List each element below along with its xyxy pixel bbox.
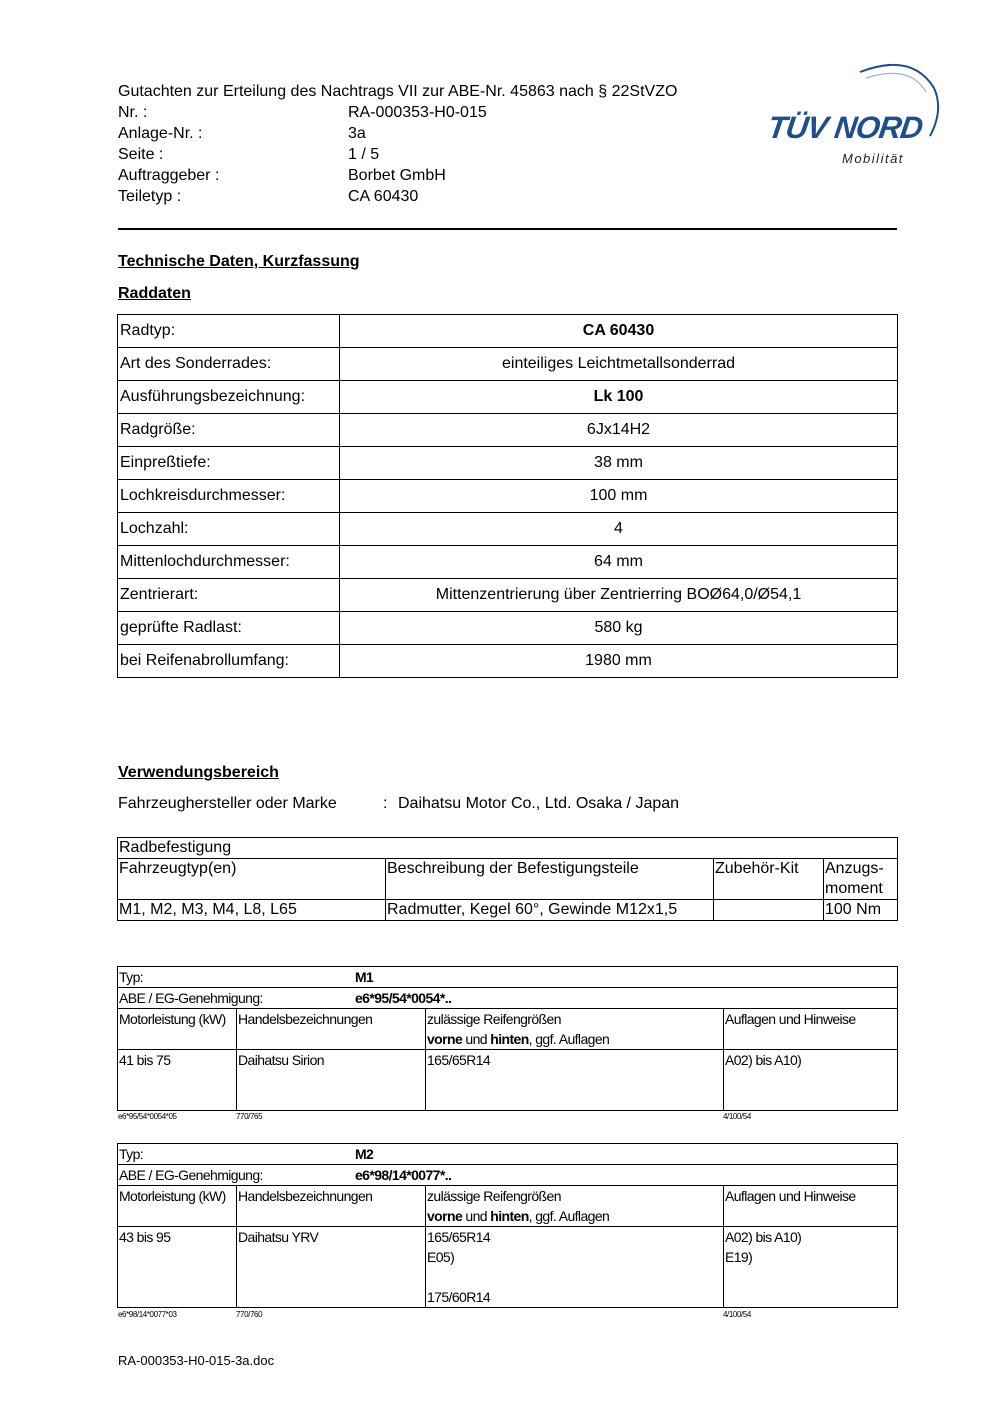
tyre-line: 165/65R14 [427,1052,491,1068]
tuv-nord-logo [762,58,942,173]
name-cell: Daihatsu YRV [237,1227,426,1308]
note-line: E19) [725,1249,753,1265]
raddaten-key: Radgröße: [118,414,340,447]
table-row [118,1165,898,1186]
table-row [118,1050,898,1111]
raddaten-key: Einpreßtiefe: [118,447,340,480]
column-header-line [427,1029,722,1049]
raddaten-value: 6Jx14H2 [340,414,898,447]
column-header: Anzugs-moment [824,859,898,900]
column-header: Motorleistung (kW) [118,1009,237,1050]
raddaten-value: 38 mm [340,447,898,480]
typ-value: M2 [355,1146,374,1162]
bold-vorne: vorne [427,1031,463,1047]
text-und: und [462,1031,491,1047]
raddaten-key: geprüfte Radlast: [118,612,340,645]
column-header [426,1186,724,1227]
table-cell: M1, M2, M3, M4, L8, L65 [118,900,386,921]
column-header: Handelsbezeichnungen [237,1009,426,1050]
bold-vorne: vorne [427,1208,463,1224]
table-row [118,414,898,447]
raddaten-value: CA 60430 [340,315,898,348]
table-row [118,579,898,612]
note-line: A02) bis A10) [725,1229,802,1245]
table-cell: 100 Nm [824,900,898,921]
hersteller-value: Daihatsu Motor Co., Ltd. Osaka / Japan [398,795,680,812]
bold-hinten: hinten [490,1031,529,1047]
table-row [118,1009,898,1050]
table-row [118,1227,898,1308]
notes-cell [724,1227,898,1308]
tyres-cell [426,1050,724,1111]
typ-value: M1 [355,969,374,985]
typ-label: Typ: [119,969,144,985]
typ-label: Typ: [119,1146,144,1162]
column-header: Fahrzeugtyp(en) [118,859,386,900]
abe-row [118,988,898,1009]
header-row-teiletyp [0,186,992,207]
raddaten-table [117,314,898,678]
column-header [426,1009,724,1050]
logo-subtitle: Mobilität [842,151,904,166]
type-table-m1 [117,966,898,1111]
table-cell [714,900,824,921]
section-raddaten: Raddaten [118,285,191,302]
raddaten-key: Mittenlochdurchmesser: [118,546,340,579]
report-title: Gutachten zur Erteilung des Nachtrags VII zur ABE-Nr. 45863 nach § 22StVZO [118,83,678,100]
raddaten-value: 100 mm [340,480,898,513]
hersteller-label: Fahrzeughersteller oder Marke [118,795,337,812]
abe-value: e6*98/14*0077*.. [355,1167,452,1183]
small-code: 770/765 [236,1112,263,1121]
raddaten-value: 4 [340,513,898,546]
small-code: 4/100/54 [723,1310,751,1319]
table-row [118,612,898,645]
raddaten-value: Mittenzentrierung über Zentrierring BOØ64,0/Ø54,1 [340,579,898,612]
table-row [118,480,898,513]
small-code: 770/760 [236,1310,263,1319]
small-code: e6*98/14*0077*03 [118,1310,177,1319]
raddaten-value: Lk 100 [340,381,898,414]
abe-label: ABE / EG-Genehmigung: [119,1167,263,1183]
radbefestigung-title: Radbefestigung [118,838,898,859]
raddaten-key: Radtyp: [118,315,340,348]
radbefestigung-table [117,837,898,921]
raddaten-value: einteiliges Leichtmetallsonderrad [340,348,898,381]
raddaten-value: 64 mm [340,546,898,579]
tyre-line: E05) [427,1249,455,1265]
table-row [118,645,898,678]
table-row [118,967,898,988]
header-divider [118,228,897,230]
column-header: Auflagen und Hinweise [724,1009,898,1050]
header-label: Teiletyp : [118,188,182,205]
table-row [118,988,898,1009]
name-cell: Daihatsu Sirion [237,1050,426,1111]
table-row [118,513,898,546]
type-table-m2 [117,1143,898,1308]
section-verwendungsbereich: Verwendungsbereich [118,764,279,781]
tyre-line-blank [427,1267,722,1287]
tyres-cell [426,1227,724,1308]
notes-cell [724,1050,898,1111]
kw-cell: 43 bis 95 [118,1227,237,1308]
typ-row [118,1144,898,1165]
header-value: 3a [348,125,366,142]
raddaten-key: Lochzahl: [118,513,340,546]
abe-label: ABE / EG-Genehmigung: [119,990,263,1006]
hersteller-separator: : [383,795,388,812]
table-row [118,838,898,859]
raddaten-key: Lochkreisdurchmesser: [118,480,340,513]
tyre-line: 175/60R14 [427,1289,491,1305]
table-row [118,381,898,414]
table-row [118,546,898,579]
column-header: Beschreibung der Befestigungsteile [386,859,714,900]
table-row [118,900,898,921]
column-header-line: zulässige Reifengrößen [427,1188,561,1204]
text-auflagen: , ggf. Auflagen [528,1208,610,1224]
header-value: 1 / 5 [348,146,380,163]
table-row [118,1186,898,1227]
raddaten-key: Art des Sonderrades: [118,348,340,381]
header-value: CA 60430 [348,188,419,205]
table-row [118,1144,898,1165]
kw-cell: 41 bis 75 [118,1050,237,1111]
typ-row [118,967,898,988]
logo-wordmark: TÜV NORD [765,110,925,145]
column-header: Handelsbezeichnungen [237,1186,426,1227]
text-auflagen: , ggf. Auflagen [528,1031,610,1047]
header-label: Nr. : [118,104,148,121]
abe-value: e6*95/54*0054*.. [355,990,452,1006]
table-row [118,315,898,348]
table-row [118,859,898,900]
section-technische-daten: Technische Daten, Kurzfassung [118,253,360,270]
small-code: e6*95/54*0054*05 [118,1112,177,1121]
tyre-line: 165/65R14 [427,1229,491,1245]
table-row [118,348,898,381]
header-label: Auftraggeber : [118,167,220,184]
column-header: Zubehör-Kit [714,859,824,900]
note-line: A02) bis A10) [725,1052,802,1068]
abe-row [118,1165,898,1186]
column-header-line: zulässige Reifengrößen [427,1011,561,1027]
table-cell: Radmutter, Kegel 60°, Gewinde M12x1,5 [386,900,714,921]
bold-hinten: hinten [490,1208,529,1224]
column-header: Auflagen und Hinweise [724,1186,898,1227]
raddaten-key: Ausführungsbezeichnung: [118,381,340,414]
header-value: Borbet GmbH [348,167,446,184]
footer-filename: RA-000353-H0-015-3a.doc [118,1353,275,1368]
header-value: RA-000353-H0-015 [348,104,487,121]
column-header-line [427,1206,722,1226]
raddaten-key: Zentrierart: [118,579,340,612]
column-header: Motorleistung (kW) [118,1186,237,1227]
header-label: Seite : [118,146,164,163]
small-code: 4/100/54 [723,1112,751,1121]
raddaten-value: 580 kg [340,612,898,645]
text-und: und [462,1208,491,1224]
table-row [118,447,898,480]
raddaten-value: 1980 mm [340,645,898,678]
raddaten-key: bei Reifenabrollumfang: [118,645,340,678]
header-label: Anlage-Nr. : [118,125,203,142]
